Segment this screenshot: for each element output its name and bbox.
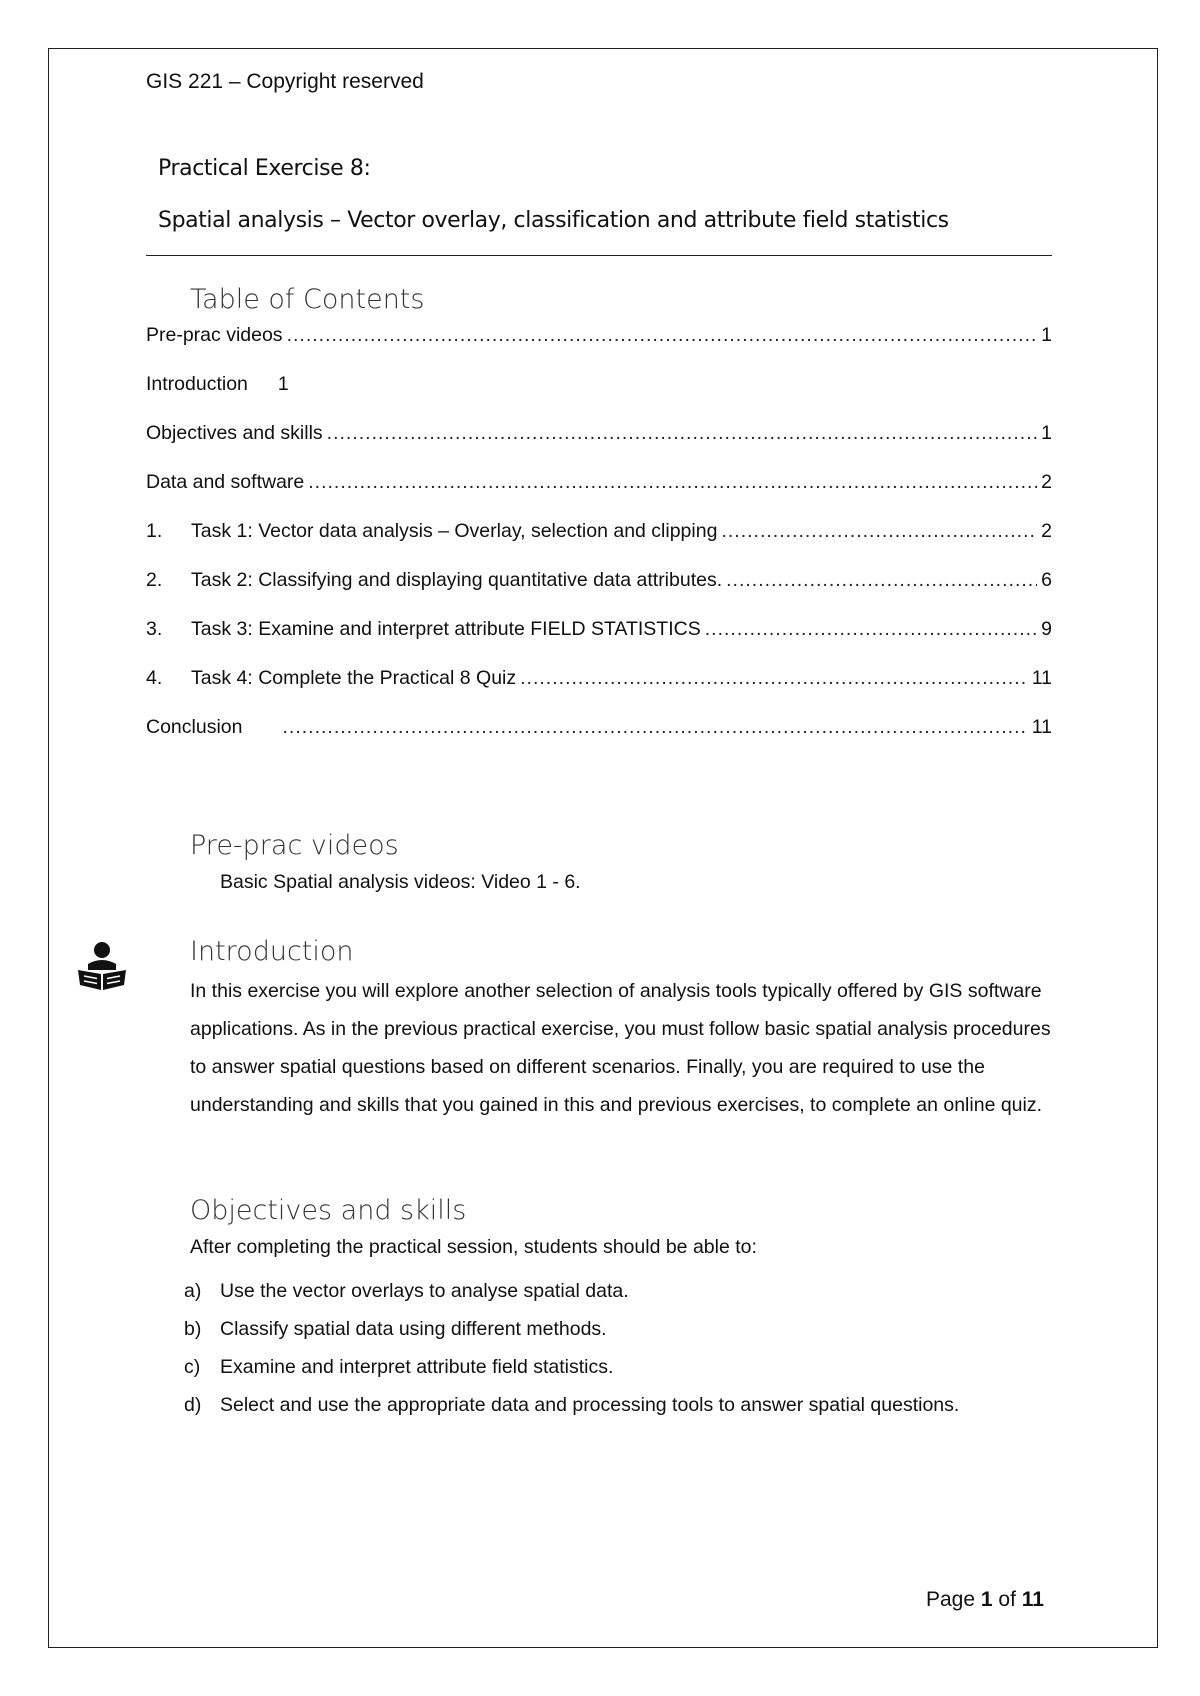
toc-entry-page: 9 bbox=[1041, 618, 1052, 640]
toc-leader bbox=[308, 471, 1037, 494]
toc-leader bbox=[726, 569, 1037, 592]
prereq-text: Basic Spatial analysis videos: Video 1 - 6. bbox=[220, 871, 581, 893]
toc-leader bbox=[721, 520, 1037, 543]
toc-entry-label: Task 3: Examine and interpret attribute FIELD STATISTICS bbox=[191, 618, 701, 640]
prereq-heading: Pre-prac videos bbox=[190, 830, 399, 861]
toc-entry-page: 6 bbox=[1041, 569, 1052, 591]
list-item-text: Use the vector overlays to analyse spatial data. bbox=[220, 1280, 629, 1302]
current-page: 1 bbox=[980, 1588, 993, 1611]
toc-entry-introduction[interactable] bbox=[146, 373, 1052, 422]
page-header: GIS 221 – Copyright reserved bbox=[146, 70, 424, 93]
toc-entry-pre-prac-videos[interactable] bbox=[146, 324, 1052, 373]
toc-entry-label: Conclusion bbox=[146, 716, 243, 738]
toc-entry-label: Task 2: Classifying and displaying quantitative data attributes. bbox=[191, 569, 723, 591]
introduction-heading: Introduction bbox=[190, 936, 354, 967]
list-item bbox=[184, 1386, 1004, 1424]
list-item bbox=[184, 1348, 1004, 1386]
list-item-text: Classify spatial data using different methods. bbox=[220, 1318, 607, 1340]
toc-entry-task-2[interactable] bbox=[146, 569, 1052, 618]
toc-entry-page: 1 bbox=[1041, 324, 1052, 346]
list-item-text: Select and use the appropriate data and processing tools to answer spatial questions. bbox=[220, 1394, 960, 1416]
list-item bbox=[184, 1272, 1004, 1310]
toc-entry-conclusion[interactable] bbox=[146, 716, 1052, 765]
list-marker: b) bbox=[184, 1318, 202, 1340]
toc-entry-page: 1 bbox=[277, 373, 289, 395]
toc-entry-number: 2. bbox=[146, 569, 163, 591]
objectives-heading: Objectives and skills bbox=[190, 1195, 467, 1226]
toc-leader bbox=[705, 618, 1037, 641]
list-marker: c) bbox=[184, 1356, 201, 1378]
of-label: of bbox=[998, 1588, 1016, 1611]
title-divider bbox=[146, 255, 1052, 256]
document-subtitle: Spatial analysis – Vector overlay, classification and attribute field statistics bbox=[158, 208, 949, 233]
list-item-text: Examine and interpret attribute field statistics. bbox=[220, 1356, 614, 1378]
toc-entry-number: 1. bbox=[146, 520, 163, 542]
toc-leader bbox=[282, 716, 1027, 739]
toc-leader bbox=[520, 667, 1028, 690]
objectives-list bbox=[184, 1272, 1004, 1424]
toc-entry-label: Objectives and skills bbox=[146, 422, 323, 444]
toc-entry-label: Pre-prac videos bbox=[146, 324, 283, 346]
toc-entry-page: 2 bbox=[1041, 520, 1052, 542]
toc-entry-data-and-software[interactable] bbox=[146, 471, 1052, 520]
toc-entry-objectives[interactable] bbox=[146, 422, 1052, 471]
toc-entry-task-4[interactable] bbox=[146, 667, 1052, 716]
toc-entry-label: Task 1: Vector data analysis – Overlay, selection and clipping bbox=[191, 520, 718, 542]
page-label: Page bbox=[926, 1588, 976, 1611]
total-pages: 11 bbox=[1021, 1588, 1044, 1611]
toc-entry-number: 3. bbox=[146, 618, 163, 640]
list-marker: a) bbox=[184, 1280, 202, 1302]
table-of-contents bbox=[146, 324, 1052, 765]
document-title: Practical Exercise 8: bbox=[158, 156, 371, 181]
toc-entry-page: 2 bbox=[1041, 471, 1052, 493]
list-item bbox=[184, 1310, 1004, 1348]
reader-icon bbox=[74, 938, 130, 994]
page-number bbox=[926, 1588, 1044, 1612]
toc-leader bbox=[327, 422, 1037, 445]
toc-entry-task-1[interactable] bbox=[146, 520, 1052, 569]
toc-heading: Table of Contents bbox=[190, 284, 425, 315]
objectives-intro: After completing the practical session, students should be able to: bbox=[190, 1236, 757, 1258]
toc-entry-page: 1 bbox=[1041, 422, 1052, 444]
toc-entry-page: 11 bbox=[1031, 716, 1052, 738]
toc-entry-label: Introduction bbox=[146, 373, 248, 395]
list-marker: d) bbox=[184, 1394, 202, 1416]
introduction-text: In this exercise you will explore another selection of analysis tools typically offered by GIS software applications. As in the previous practical exercise, you must follow basic spatial analysis procedures to answer spatial questions based on different scenarios. Finally, you are required to use the understanding and skills that you gained in this and previous exercises, to complete an online quiz. bbox=[190, 980, 1051, 1116]
toc-leader bbox=[287, 324, 1038, 347]
toc-entry-label: Data and software bbox=[146, 471, 305, 493]
toc-entry-number: 4. bbox=[146, 667, 163, 689]
toc-entry-page: 11 bbox=[1031, 667, 1052, 689]
toc-entry-task-3[interactable] bbox=[146, 618, 1052, 667]
toc-entry-label: Task 4: Complete the Practical 8 Quiz bbox=[191, 667, 517, 689]
